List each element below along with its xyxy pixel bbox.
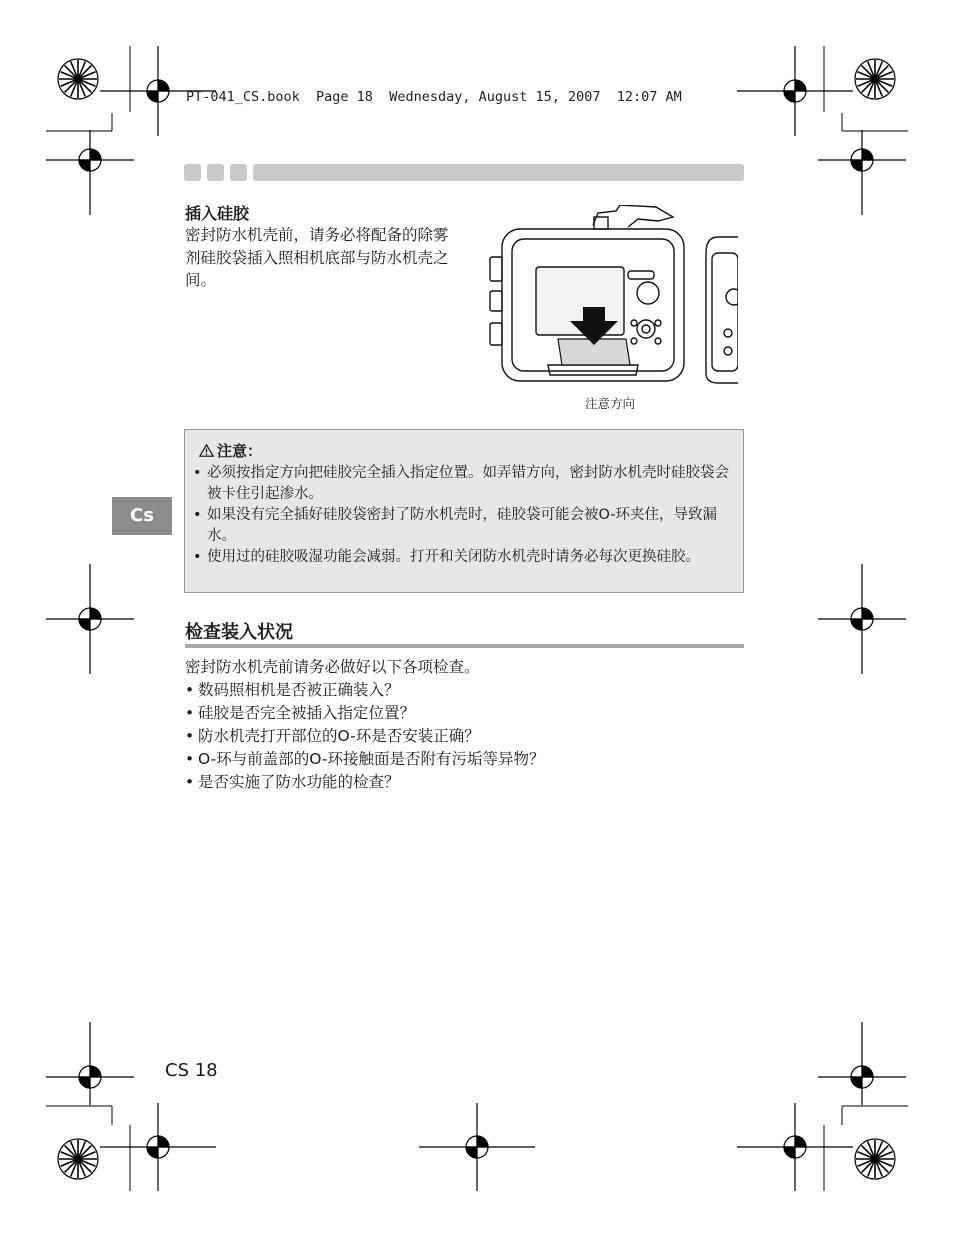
caution-list: [193, 463, 733, 569]
section-bar: [253, 164, 744, 181]
check-section-title: 检查装入状况: [185, 622, 293, 643]
crosshair-icon: [419, 1103, 535, 1191]
section-rule: [185, 644, 744, 648]
language-tab: Cs: [112, 497, 172, 535]
caution-item: • 如果没有完全插好硅胶袋密封了防水机壳时，硅胶袋可能会被O-环夹住，导致漏水。: [193, 505, 733, 546]
page-number: CS 18: [165, 1060, 218, 1081]
section-bar-square: [184, 164, 201, 181]
section-bar-square: [207, 164, 224, 181]
housing-illustration: [488, 205, 738, 387]
caution-item: • 使用过的硅胶吸湿功能会减弱。打开和关闭防水机壳时请务必每次更换硅胶。: [193, 547, 733, 568]
crosshair-icon: [818, 564, 906, 674]
figure-caption: 注意方向: [584, 396, 635, 411]
check-item: • 防水机壳打开部位的O-环是否安装正确？: [185, 725, 544, 748]
book-header: PT-041_CS.book Page 18 Wednesday, August 15, 2007 12:07 AM: [186, 89, 682, 105]
caution-box: [184, 429, 744, 593]
crosshair-icon: [100, 1103, 216, 1191]
crosshair-icon: [737, 1103, 853, 1191]
crosshair-icon: [818, 1022, 906, 1105]
check-item: • 硅胶是否完全被插入指定位置？: [185, 702, 544, 725]
crosshair-icon: [737, 46, 853, 136]
check-item: • O-环与前盖部的O-环接触面是否附有污垢等异物？: [185, 748, 544, 771]
section-bar-square: [230, 164, 247, 181]
caution-title: [199, 440, 262, 461]
check-section-intro: 密封防水机壳前请务必做好以下各项检查。: [185, 658, 480, 676]
check-item: • 数码照相机是否被正确装入？: [185, 679, 544, 702]
crosshair-icon: [46, 1022, 134, 1105]
check-item: • 是否实施了防水功能的检查？: [185, 771, 544, 794]
starburst-icon: [58, 59, 895, 1179]
crosshair-icon: [818, 130, 906, 215]
caution-item: • 必须按指定方向把硅胶完全插入指定位置。如弄错方向，密封防水机壳时硅胶袋会被卡住引起渗水。: [193, 463, 733, 504]
insert-silica-text: 密封防水机壳前，请务必将配备的除雾剂硅胶袋插入照相机底部与防水机壳之间。: [185, 226, 449, 289]
insert-silica-title: 插入硅胶: [185, 204, 250, 223]
warning-triangle-icon: [199, 444, 214, 457]
caution-title-text: 注意：: [217, 442, 263, 460]
crosshair-icon: [46, 564, 134, 674]
check-list: [185, 679, 544, 794]
crosshair-icon: [46, 130, 134, 215]
